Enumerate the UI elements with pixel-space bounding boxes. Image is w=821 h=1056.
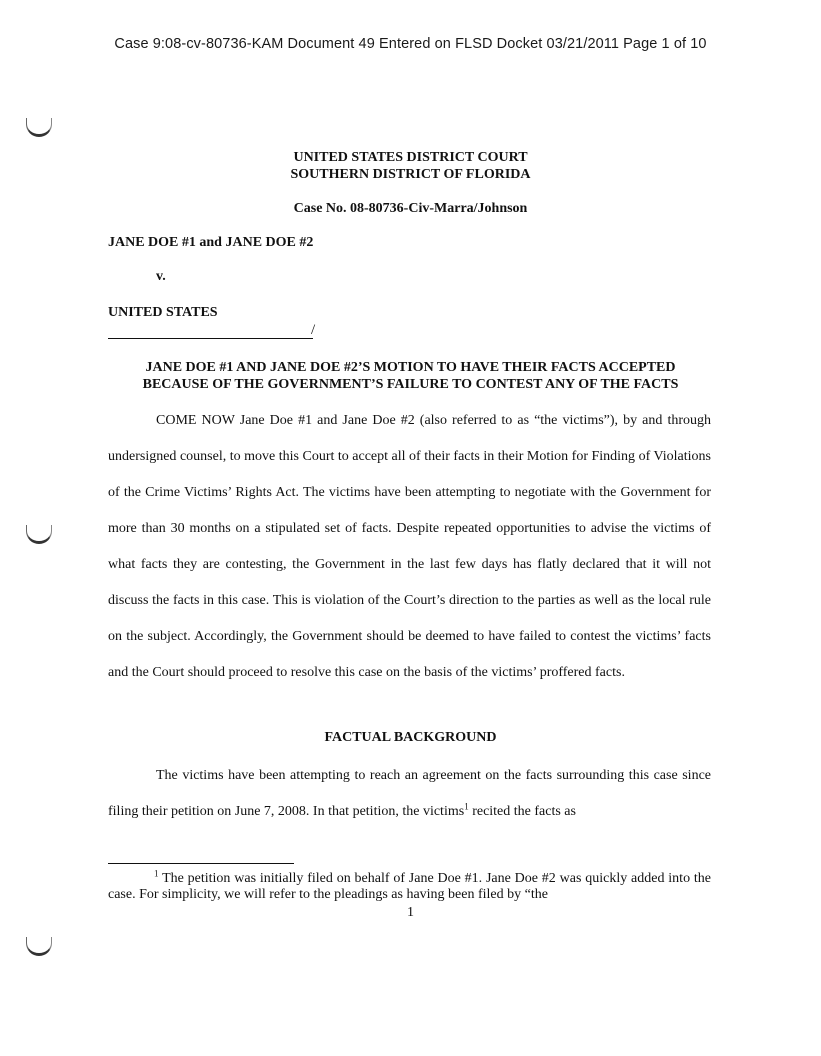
section-heading: FACTUAL BACKGROUND (324, 730, 497, 745)
court-name (0, 149, 821, 183)
body-paragraph-2 (108, 758, 711, 824)
binder-hole-middle (26, 525, 52, 544)
court-name-line1: UNITED STATES DISTRICT COURT (293, 150, 528, 165)
motion-title (0, 359, 821, 393)
footnote-1 (108, 868, 711, 903)
case-number: Case No. 08-80736-Civ-Marra/Johnson (293, 201, 528, 216)
caption-underline (108, 322, 316, 339)
plaintiffs: JANE DOE #1 and JANE DOE #2 (108, 235, 314, 250)
binder-hole-top (26, 118, 52, 137)
footnote-separator (108, 863, 294, 864)
versus: v. (156, 269, 166, 284)
docket-header-stamp: Case 9:08-cv-80736-KAM Document 49 Entered on FLSD Docket 03/21/2011 Page 1 of 10 (114, 36, 707, 52)
caption-slash: / (311, 322, 316, 338)
footnote-reference[interactable]: 1 (464, 801, 469, 812)
motion-title-line1: JANE DOE #1 AND JANE DOE #2’S MOTION TO HAVE THEIR FACTS ACCEPTED (145, 360, 676, 375)
court-name-line2: SOUTHERN DISTRICT OF FLORIDA (290, 167, 531, 182)
footnote-marker: 1 (154, 868, 159, 879)
body-paragraph-1: COME NOW Jane Doe #1 and Jane Doe #2 (also referred to as “the victims”), by and through undersigned counsel, to move this Court to accept all of their facts in their Motion for Finding of Violations of the Crime Victims’ Rights Act. The victims have been attempting to negotiate with the Government for more than 30 months on a stipulated set of facts. Despite repeated opportunities to advise the victims of what facts they are contesting, the Government in the last few days has flatly declared that it will not discuss the facts in this case. This is violation of the Court’s direction to the parties as well as the local rule on the subject. Accordingly, the Government should be deemed to have failed to contest the victims’ facts and the Court should proceed to resolve this case on the basis of the victims’ proffered facts. (108, 413, 711, 680)
footnote-text: The petition was initially filed on behalf of Jane Doe #1. Jane Doe #2 was quickly added into the case. For simplicity, we will refer to the pleadings as having been filed by “the (108, 871, 711, 902)
defendant: UNITED STATES (108, 305, 218, 320)
page-number: 1 (407, 905, 414, 920)
paragraph-2-text-before: The victims have been attempting to reach an agreement on the facts surrounding this case since filing their petition on June 7, 2008. In that petition, the victims (108, 768, 711, 819)
motion-title-line2: BECAUSE OF THE GOVERNMENT’S FAILURE TO CONTEST ANY OF THE FACTS (142, 377, 679, 392)
paragraph-2-text-after: recited the facts as (468, 804, 576, 819)
binder-hole-bottom (26, 937, 52, 956)
